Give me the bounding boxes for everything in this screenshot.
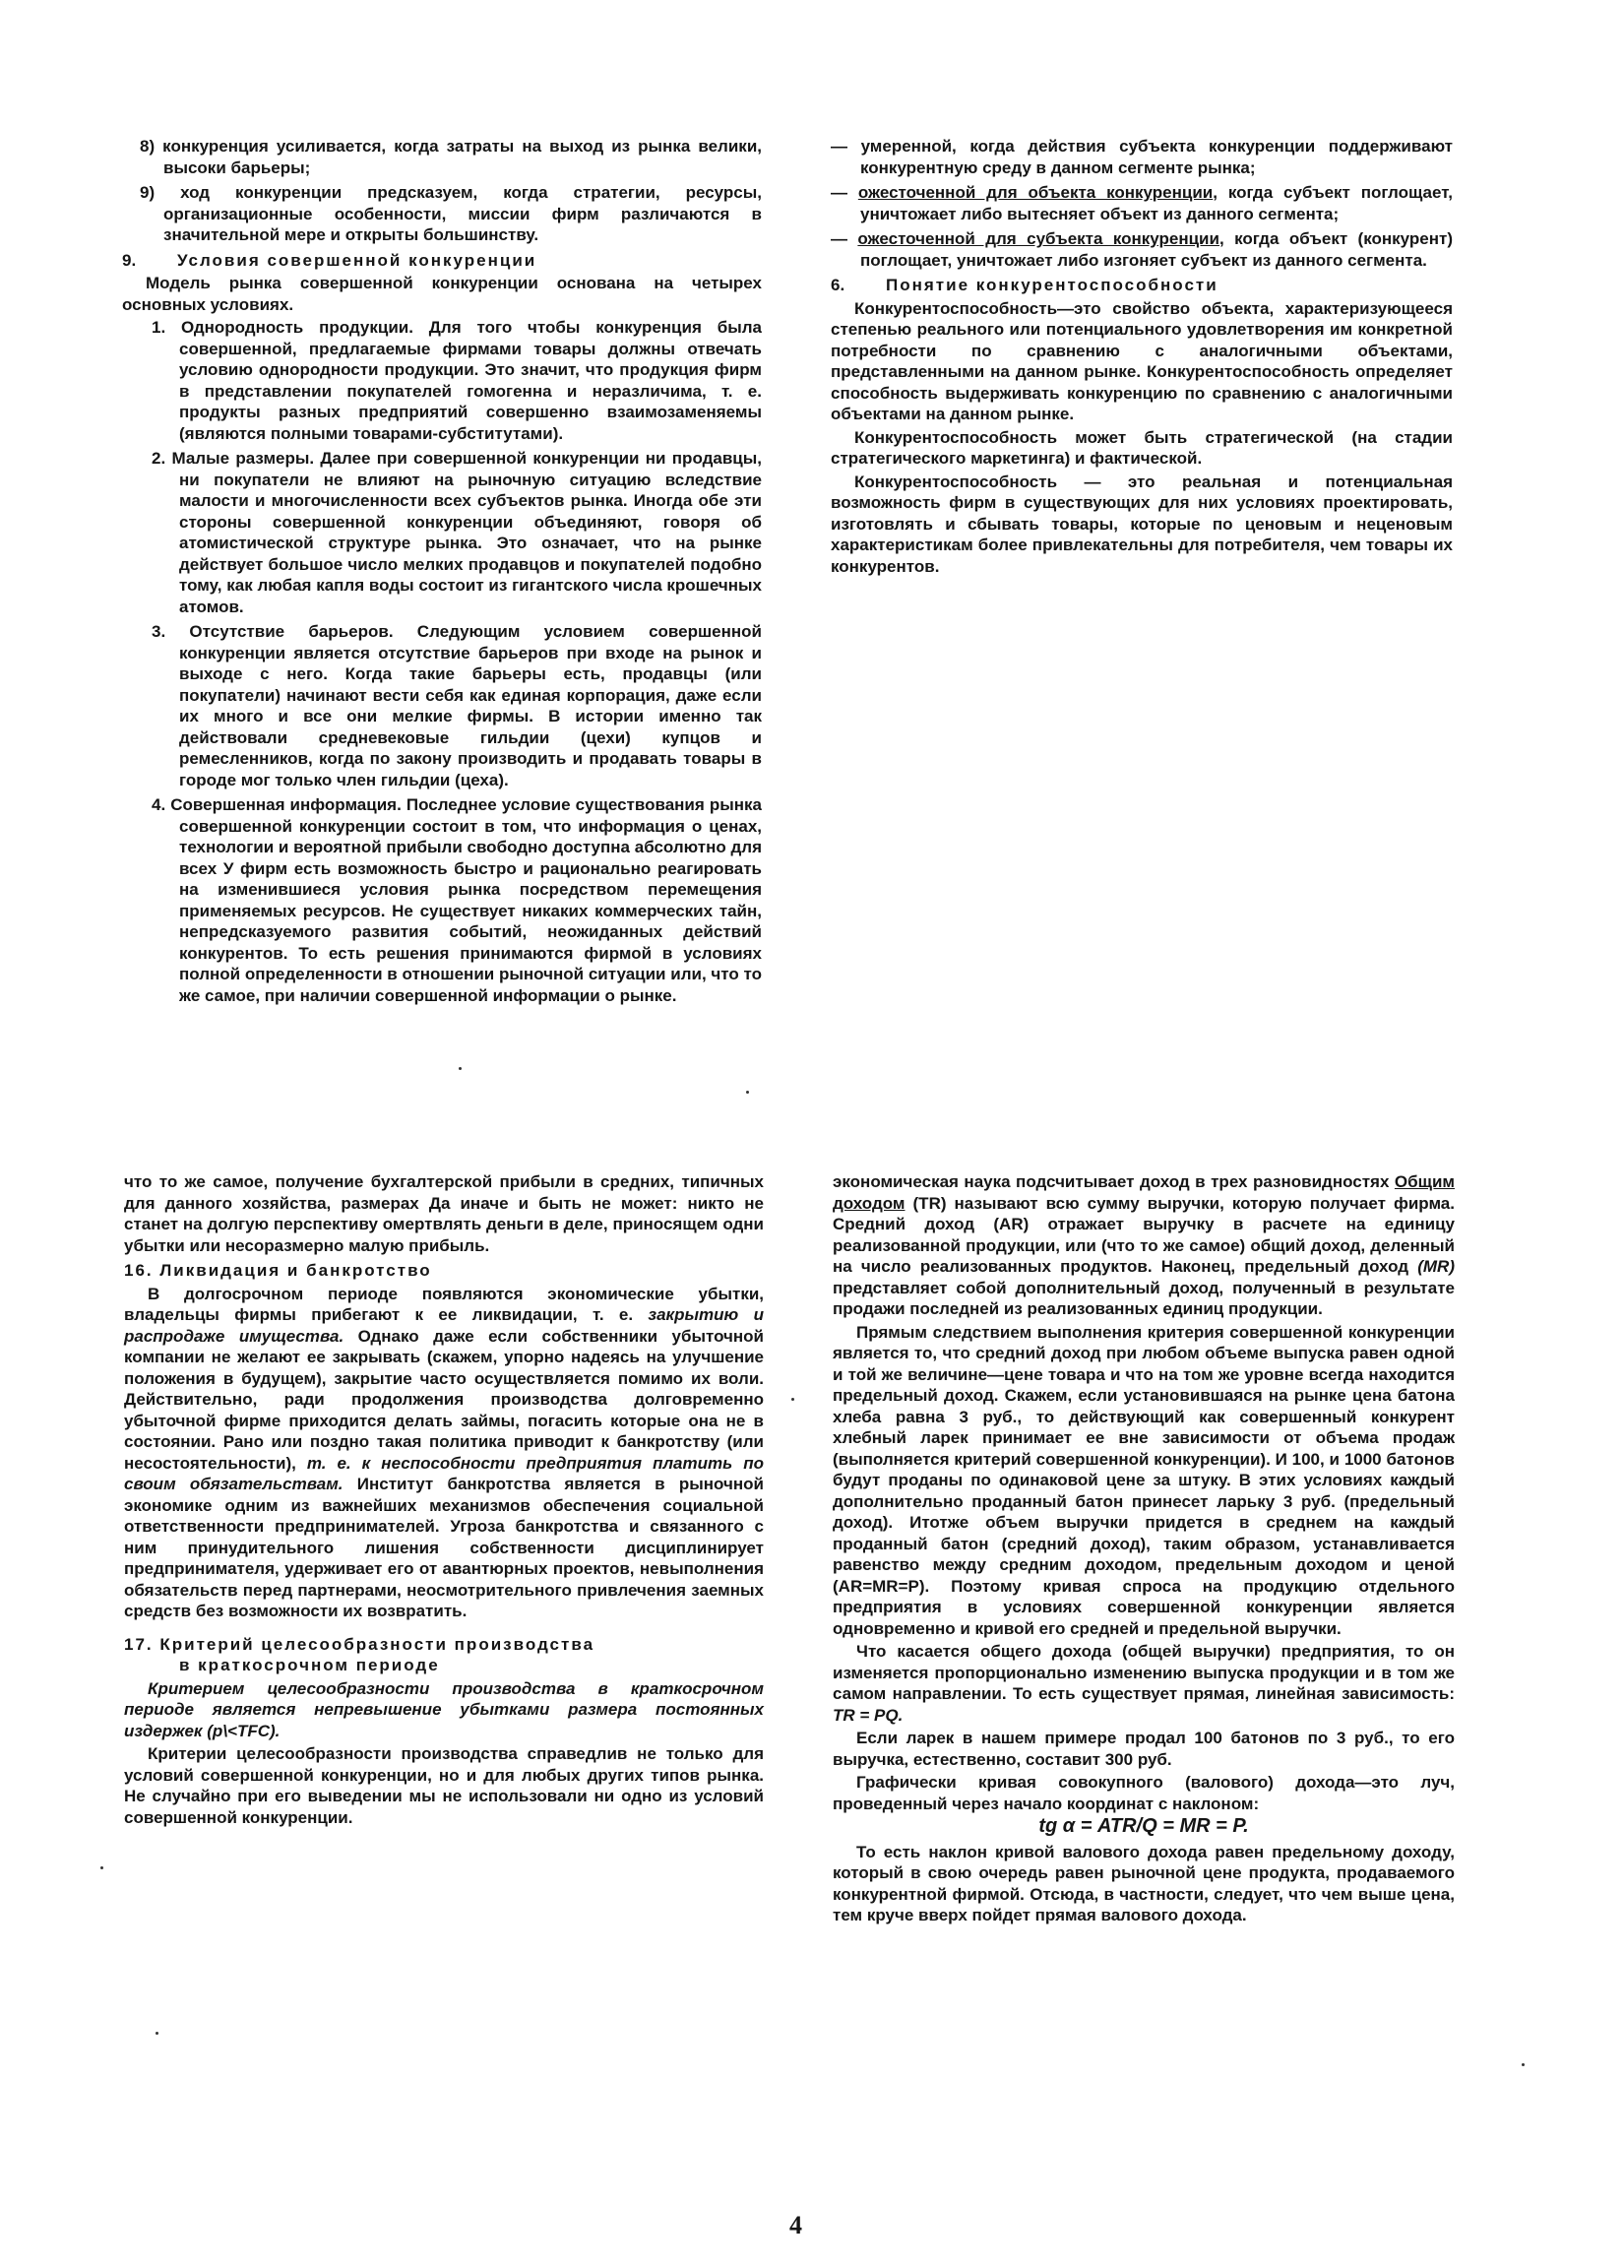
condition-3: 3. Отсутствие барьеров. Следующим условием совершенной конкуренции является отсутствие барьеров при входе на рынок и выходе с него. Когда такие барьеры есть, продавцы (или покупатели) начинают вести себя как единая корпорация, даже если их много и все они мелкие фирмы. В истории именно так действовали средневековые гильдии (цехи) купцов и ремесленников, когда по закону производить и продавать товары в городе мог только член гильдии (цеха). bbox=[152, 622, 762, 789]
dash-text: , когда субъект поглощает, уничтожает либо вытесняет объект из данного сегмента; bbox=[860, 183, 1453, 223]
section-9-heading bbox=[122, 250, 762, 272]
italic-term: (MR) bbox=[1417, 1257, 1455, 1276]
slope-formula: tg α = ATR/Q = MR = P. bbox=[1038, 1815, 1249, 1837]
text-run: В долгосрочном периоде появляются экономические убытки, владельцы фирмы прибегают к ее ликвидации, т. е. bbox=[124, 1284, 764, 1324]
section-9-intro: Модель рынка совершенной конкуренции основана на четырех основных условиях. bbox=[122, 274, 762, 314]
section-17-title-line-2: в краткосрочном периоде bbox=[179, 1656, 440, 1674]
section-17-criterion: Критерием целесообразности производства в краткосрочном периоде является непревышение убытками размера постоянных издержек (p\<TFC). bbox=[124, 1678, 764, 1740]
section-9-title: Условия совершенной конкуренции bbox=[177, 250, 537, 270]
top-right-column bbox=[831, 136, 1453, 579]
text-run: (TR) называют всю сумму выручки, которую получает фирма. Средний доход (AR) отражает выручку в расчете на единицу реализованной продукции, или (что то же самое) общий доход, деленный на число реализованных продуктов. Наконец, предельный доход bbox=[833, 1193, 1455, 1276]
list-item-9: 9) ход конкуренции предсказуем, когда стратегии, ресурсы, организационные особенности, миссии фирм различаются в значительной мере и открыты большинству. bbox=[140, 183, 762, 244]
dash-prefix: — bbox=[831, 229, 858, 248]
section-17-heading bbox=[124, 1634, 764, 1676]
condition-4: 4. Совершенная информация. Последнее условие существования рынка совершенной конкуренции состоит в том, что информация о ценах, технологии и вероятной прибыли свободно доступна абсолютно для всех У фирм есть возможность быстро и рационально реагировать на изменившиеся условия рынка посредством перемещения применяемых ресурсов. Не существует никаких коммерческих тайн, непредсказуемого развития событий, неожиданных действий конкурентов. То есть решения принимаются фирмой в условиях полной определенности в отношении рыночной ситуации или, что то же самое, при наличии совершенной информации о рынке. bbox=[152, 795, 762, 1005]
kiosk-example: Если ларек в нашем примере продал 100 батонов по 3 руб., то его выручка, естественно, составит 300 руб. bbox=[833, 1729, 1455, 1769]
section-17-title-line-1: 17. Критерий целесообразности производства bbox=[124, 1634, 595, 1654]
section-6-paragraph-2: Конкурентоспособность может быть стратегической (на стадии стратегического маркетинга) и фактической. bbox=[831, 427, 1453, 468]
competition-fierce-subject bbox=[831, 228, 1453, 271]
bottom-left-column bbox=[124, 1171, 764, 1830]
competition-fierce-object bbox=[831, 182, 1453, 224]
scan-speck bbox=[1522, 2063, 1525, 2066]
text-run: Институт банкротства является в рыночной экономике одним из важнейших механизмов обеспечения социальной ответственности предпринимателей. Угроза банкротства и связанного с ним принудительного лишения собственности дисциплинирует предпринимателя, удерживает его от авантюрных проектов, невыполнения обязательств перед партнерами, неосмотрительного привлечения заемных средств без возможности их возвратить. bbox=[124, 1475, 764, 1620]
scan-speck bbox=[459, 1067, 462, 1070]
top-left-column bbox=[122, 136, 762, 1010]
condition-1: 1. Однородность продукции. Для того чтобы конкуренция была совершенной, предлагаемые фирмами товары должны отвечать условию однородности продукции. Это значит, что продукция фирм в представлении покупателей гомогенна и неразличима, т. е. продукты разных предприятий совершенно взаимозаменяемы (являются полными товарами-субститутами). bbox=[152, 318, 762, 443]
condition-2: 2. Малые размеры. Далее при совершенной конкуренции ни продавцы, ни покупатели не влияют на рыночную ситуацию вследствие малости и многочисленности всех субъектов рынка. Иногда обе эти стороны совершенной конкуренции объединяют, говоря об атомистической структуре рынка. Это означает, что на рынке действует большое число мелких продавцов и покупателей подобно тому, как любая капля воды состоит из гигантского числа крошечных атомов. bbox=[152, 449, 762, 616]
scan-speck bbox=[100, 1866, 103, 1869]
section-16-heading: 16. Ликвидация и банкротство bbox=[124, 1261, 432, 1280]
revenue-types-paragraph bbox=[833, 1171, 1455, 1320]
italic-term: закрытию и распродаже имущества. bbox=[124, 1305, 764, 1346]
list-item-8: 8) конкуренция усиливается, когда затраты на выход из рынка велики, высоки барьеры; bbox=[140, 137, 762, 177]
section-6-paragraph-1: Конкурентоспособность—это свойство объекта, характеризующееся степенью реального или потенциального удовлетворения им конкретной потребности по сравнению с аналогичными объектами, представленными на данном рынке. Конкурентоспособность определяет способность выдерживать конкуренцию по сравнению с аналогичными объектами на данном рынке. bbox=[831, 298, 1453, 423]
scan-speck bbox=[791, 1398, 794, 1401]
section-9-number: 9. bbox=[122, 250, 137, 270]
text-run: экономическая наука подсчитывает доход в трех разновидностях bbox=[833, 1172, 1395, 1191]
text-run: Однако даже если собственники убыточной компании не желают ее закрывать (скажем, упорно надеясь на улучшение положения в будущем), закрытие часто осуществляется помимо их воли. Действительно, ради продолжения производства долговременно убыточной фирме приходится делать займы, погасить которые она не в состоянии. Рано или поздно такая политика приводит к банкротству (или несостоятельности), bbox=[124, 1326, 765, 1473]
text-run: Что касается общего дохода (общей выручки) предприятия, то он изменяется пропорционально изменению выпуска продукции и в том же самом направлении. То есть существует прямая, линейная зависимость: bbox=[833, 1642, 1455, 1703]
graph-paragraph: Графически кривая совокупного (валового) дохода—это луч, проведенный через начало координат с наклоном: bbox=[833, 1773, 1455, 1813]
underlined-term: Общим доходом bbox=[833, 1172, 1455, 1213]
text-run: представляет собой дополнительный доход, полученный в результате продажи последней из реализованных единиц продукции. bbox=[833, 1278, 1455, 1318]
underlined-term: ожесточенной для объекта конкуренции bbox=[857, 183, 1214, 202]
perfect-competition-consequence: Прямым следствием выполнения критерия совершенной конкуренции является то, что средний доход при любом объеме выпуска равен одной и той же величине—цене товара и что на том же уровне всегда находится предельный доход. Скажем, если установившаяся на рынке цена батона хлеба равна 3 руб., то действующий как совершенный конкурент хлебный ларек принимает ее вне зависимости от объема продаж (выполняется критерий совершенной конкуренции). И 100, и 1000 батонов будут проданы по одинаковой цене за штуку. В этих условиях каждый дополнительно проданный батон принесет ларьку 3 руб. (предельный доход). Итотже объем выручки придется в среднем на каждый проданный батон (средний доход), таким образом, устанавливается равенство между средним доходом, предельным доходом и ценой (AR=MR=P). Поэтому кривая спроса на продукцию отдельного предприятия в условиях совершенной конкуренции является одновременно и кривой его средней и предельной выручки. bbox=[833, 1322, 1455, 1638]
scan-speck bbox=[156, 2032, 158, 2035]
dash-text: , когда объект (конкурент) поглощает, уничтожает либо изгоняет субъект из данного сегмента. bbox=[860, 229, 1453, 270]
competition-moderate: — умеренной, когда действия субъекта конкуренции поддерживают конкурентную среду в данном сегменте рынка; bbox=[831, 137, 1453, 177]
slope-conclusion: То есть наклон кривой валового дохода равен предельному доходу, который в свою очередь равен рыночной цене продукта, продаваемого конкурентной фирмой. Отсюда, в частности, следует, что чем выше цена, тем круче вверх пойдет прямая валового дохода. bbox=[833, 1842, 1455, 1924]
scan-speck bbox=[746, 1091, 749, 1094]
page-number: 4 bbox=[789, 2211, 802, 2239]
section-6-heading bbox=[831, 275, 1453, 296]
italic-definition: т. е. к неспособности предприятия платить по своим обязательствам. bbox=[124, 1453, 764, 1493]
section-16-paragraph bbox=[124, 1284, 764, 1622]
section-6-number: 6. bbox=[831, 276, 845, 294]
bottom-right-column bbox=[833, 1171, 1455, 1928]
dash-prefix: — bbox=[831, 183, 858, 202]
underlined-term: ожесточенной для субъекта конкуренции bbox=[857, 229, 1219, 248]
section-6-paragraph-3: Конкурентоспособность — это реальная и потенциальная возможность фирм в существующих для них условиях проектировать, изготовлять и сбывать товары, которые по ценовым и неценовым характеристикам более привлекательны для потребителя, чем товары их конкурентов. bbox=[831, 472, 1453, 576]
section-6-title: Понятие конкурентоспособности bbox=[886, 276, 1218, 294]
continued-paragraph: что то же самое, получение бухгалтерской прибыли в средних, типичных для данного хозяйства, размерах Да иначе и быть не может: никто не станет на долгую перспективу омертвлять деньги в деле, приносящем одни убытки или несоразмерно малую прибыль. bbox=[124, 1172, 764, 1255]
inline-formula: TR = PQ. bbox=[833, 1705, 904, 1725]
total-revenue-paragraph bbox=[833, 1641, 1455, 1726]
section-17-paragraph: Критерии целесообразности производства справедлив не только для условий совершенной конкуренции, но и для любых других типов рынка. Не случайно при его выведении мы не использовали ни одно из условий совершенной конкуренции. bbox=[124, 1744, 764, 1827]
